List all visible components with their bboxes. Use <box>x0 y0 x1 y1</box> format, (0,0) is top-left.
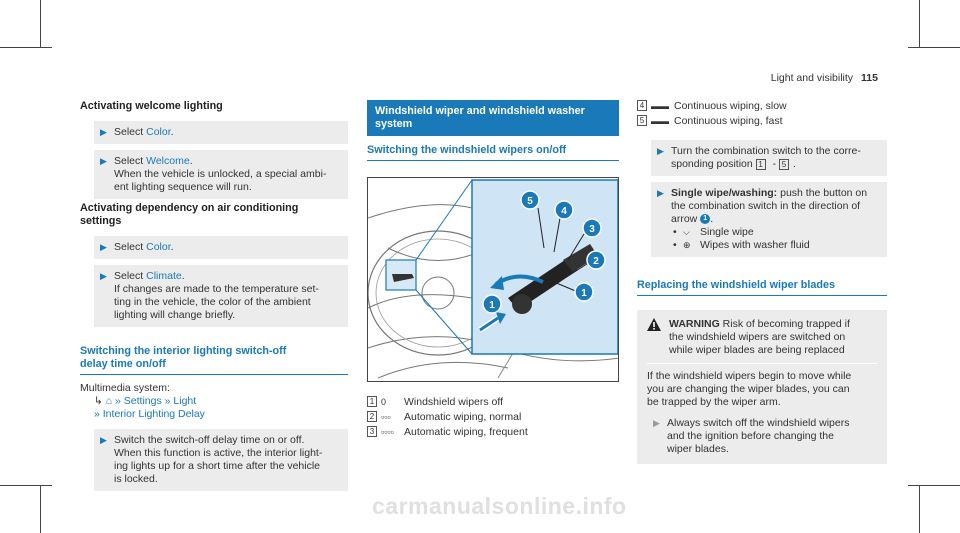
legend-row <box>637 100 887 113</box>
legend-list-1 <box>367 396 619 439</box>
warning-header: WARNING Risk of becoming trapped if the windshield wipers are switched on while wiper blades are being replaced <box>647 318 877 357</box>
wiper-drawing <box>368 178 619 382</box>
position-key: 2 <box>367 411 377 422</box>
auto-wipe-normal-icon: ▫▫▫ <box>381 412 391 422</box>
home-icon[interactable]: ⌂ <box>105 395 113 407</box>
position-key: 5 <box>779 159 789 170</box>
continuous-fast-icon: ▬▬ <box>651 116 669 126</box>
menu-path-2 <box>94 408 348 421</box>
step-arrow-icon: ▶ <box>653 418 660 428</box>
page-number: 115 <box>861 72 878 84</box>
crop-mark <box>40 0 41 48</box>
legend-row <box>367 426 619 439</box>
legend-row <box>637 115 887 128</box>
figure-label-5: 5 <box>527 196 533 207</box>
bullet-washer: • ⊕ Wipes with washer fluid <box>671 239 881 252</box>
crop-mark <box>908 485 960 486</box>
legend-text: Automatic wiping, normal <box>404 411 522 423</box>
path-chevron-icon: » <box>115 395 121 407</box>
crop-mark <box>0 47 52 48</box>
figure-label-4: 4 <box>561 206 567 217</box>
heading-welcome-lighting: Activating welcome lighting <box>80 100 223 112</box>
figure-label-2: 2 <box>593 256 599 267</box>
warning-label: WARNING <box>669 318 720 330</box>
single-wipe-icon: ⌵ <box>683 227 690 237</box>
auto-wipe-frequent-icon: ▫▫▫▫ <box>381 427 394 437</box>
step-select-color: ▶ Select Color. <box>94 121 348 144</box>
menu-light[interactable]: Light <box>173 395 197 407</box>
page-header <box>771 72 878 85</box>
arrow-number-badge: 1 <box>700 214 710 224</box>
step-arrow-icon: ▶ <box>100 242 107 252</box>
continuous-slow-icon: ▬▬ <box>651 101 669 111</box>
column-left <box>80 100 348 491</box>
legend-row <box>367 411 619 424</box>
bullet-single-wipe: • ⌵ Single wipe <box>671 226 881 239</box>
legend-text: Continuous wiping, slow <box>674 100 787 112</box>
step-select-welcome: ▶ Select Welcome. When the vehicle is unlocked, a special ambi- ent lighting sequence will run. <box>94 150 348 199</box>
menu-interior-lighting-delay[interactable]: Interior Lighting Delay <box>102 408 205 420</box>
menu-path <box>94 395 348 408</box>
figure-label-arrow-1: 1 <box>489 300 495 311</box>
crop-mark <box>0 485 52 486</box>
legend-list-2 <box>637 100 887 128</box>
crop-mark <box>919 0 920 48</box>
step-select-color-2: ▶ Select Color. <box>94 236 348 259</box>
link-color[interactable]: Color <box>146 241 171 253</box>
path-return-icon: ↳ <box>94 395 103 407</box>
link-climate[interactable]: Climate <box>146 270 182 282</box>
heading-switching-wipers: Switching the windshield wipers on/off <box>367 144 619 161</box>
heading-air-conditioning: Activating dependency on air conditioning settings <box>80 202 299 227</box>
step-arrow-icon: ▶ <box>657 188 664 198</box>
figure-label-3: 3 <box>589 224 595 235</box>
step-arrow-icon: ▶ <box>100 156 107 166</box>
position-key: 1 <box>367 396 377 407</box>
step-turn-switch: ▶ Turn the combination switch to the corre- sponding position 1 - 5 . <box>651 140 887 176</box>
figure-label-1: 1 <box>581 288 587 299</box>
link-color[interactable]: Color <box>146 126 171 138</box>
section-bar-wiper: Windshield wiper and windshield washer system <box>367 100 619 136</box>
warning-step: ▶ Always switch off the windshield wipers and the ignition before changing the wiper blades. <box>653 417 850 455</box>
position-key: 4 <box>637 100 647 111</box>
step-arrow-icon: ▶ <box>100 435 107 445</box>
crop-mark <box>40 485 41 533</box>
link-welcome[interactable]: Welcome <box>146 155 190 167</box>
path-chevron-icon: » <box>94 408 100 420</box>
heading-replacing-blades: Replacing the windshield wiper blades <box>637 279 887 296</box>
column-middle <box>367 100 619 441</box>
step-arrow-icon: ▶ <box>657 146 664 156</box>
step-arrow-icon: ▶ <box>100 127 107 137</box>
legend-row <box>367 396 619 409</box>
watermark: carmanualsonline.info <box>372 493 627 519</box>
washer-fluid-icon: ⊕ <box>683 240 691 250</box>
path-intro: Multimedia system: <box>80 382 170 394</box>
legend-text: Automatic wiping, frequent <box>404 426 528 438</box>
position-key: 3 <box>367 426 377 437</box>
position-key: 1 <box>756 159 766 170</box>
warning-triangle-icon <box>647 318 661 335</box>
legend-text: Continuous wiping, fast <box>674 115 783 127</box>
step-arrow-icon: ▶ <box>100 271 107 281</box>
column-right <box>637 100 887 464</box>
wipers-off-icon: 0 <box>381 397 387 407</box>
path-chevron-icon: » <box>164 395 171 407</box>
step-select-climate: ▶ Select Climate. If changes are made to the temperature set- ting in the vehicle, the color of the ambient lighting will change briefly. <box>94 265 348 327</box>
step-switch-delay: ▶ Switch the switch-off delay time on or off. When this function is active, the interior light- ing lights up for a short time after the vehicle is locked. <box>94 429 348 491</box>
section-title: Light and visibility <box>770 72 854 84</box>
crop-mark <box>919 485 920 533</box>
step-single-wipe: ▶ Single wipe/washing: push the button on the combination switch in the direction of arrow 1 . • ⌵ Single wipe • ⊕ Wipes with washer fluid <box>651 182 887 257</box>
crop-mark <box>908 47 960 48</box>
menu-settings[interactable]: Settings <box>123 395 162 407</box>
legend-text: Windshield wipers off <box>404 396 504 408</box>
warning-body: If the windshield wipers begin to move while you are changing the wiper blades, you can be trapped by the wiper arm. <box>647 363 877 409</box>
position-key: 5 <box>637 115 647 126</box>
heading-switch-off-delay: Switching the interior lighting switch-off delay time on/off <box>80 345 348 375</box>
warning-box <box>637 310 887 464</box>
wiper-illustration <box>367 177 619 382</box>
